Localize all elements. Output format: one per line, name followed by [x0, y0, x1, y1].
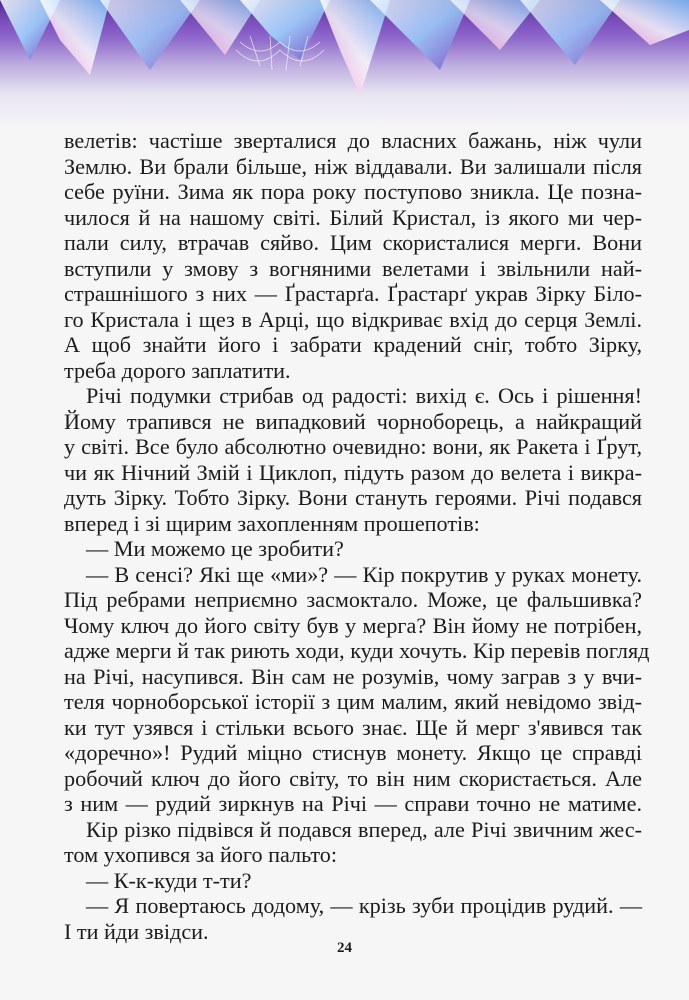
- text-line: робочий ключ до його світу, то він ним скористається. Але: [64, 765, 642, 791]
- text-line: — Я повертаюсь додому, — крізь зуби процідив рудий. —: [86, 893, 642, 918]
- body-text: [64, 128, 650, 944]
- crystals-illustration: [0, 0, 689, 130]
- header-illustration: [0, 0, 689, 130]
- text-line: дуть Зірку. Тобто Зірку. Вони стануть героями. Річі подався: [64, 485, 642, 510]
- text-line: го Кристала і щез в Арці, що відкриває вхід до серця Землі.: [64, 306, 642, 332]
- text-line: том ухопився за його пальто:: [64, 842, 338, 867]
- text-line: вступили у змову з вогняними велетами і звільнили най-: [64, 255, 642, 281]
- text-line: адже мерги й так риють ходи, куди хочуть. Кір перевів погляд: [64, 638, 650, 663]
- paragraph-2: [64, 383, 642, 536]
- text-line: Землю. Ви брали більше, ніж віддавали. Ви залишали після: [64, 153, 642, 179]
- text-line: треба дорого заплатити.: [64, 357, 291, 383]
- paragraph-6: [64, 868, 642, 894]
- text-line: Кір різко підвівся й подався вперед, але Річі звичним жес-: [86, 816, 642, 842]
- text-line: ки тут узявся і стільки всього знає. Ще й мерг з'явився так: [64, 714, 642, 740]
- text-line: Річі подумки стрибав од радості: вихід є. Ось і рішення!: [86, 383, 642, 408]
- text-line: вперед і зі щирим захопленням прошепотів:: [64, 510, 480, 536]
- text-line: теля чорноборської історії з цим малим, який невідомо звід-: [64, 689, 642, 714]
- text-line: Під ребрами неприємно засмоктало. Може, це фальшивка?: [64, 587, 642, 612]
- text-line: «доречно»! Рудий міцно стиснув монету. Якщо це справді: [64, 740, 642, 765]
- text-line: себе руїни. Зима як пора року поступово зникла. Це позна-: [64, 179, 642, 204]
- text-line: І ти йди звідси.: [64, 918, 209, 944]
- paragraph-3: [64, 536, 642, 562]
- text-line: — К-к-куди т-ти?: [86, 867, 252, 893]
- text-line: чилося й на нашому світі. Білий Кристал, із якого ми чер-: [64, 204, 642, 230]
- text-line: Чому ключ до його світу був у мерга? Він йому не потрібен,: [64, 612, 642, 638]
- text-line: страшнішого з них — Ґрастарґа. Ґрастарґ украв Зірку Біло-: [64, 281, 642, 306]
- paragraph-1: [64, 128, 642, 383]
- text-line: у світі. Все було абсолютно очевидно: вони, як Ракета і Ґрут,: [64, 434, 642, 459]
- text-line: пали силу, втрачав сяйво. Цим скористалися мерги. Вони: [64, 230, 642, 255]
- text-line: на Річі, насупився. Він сам не розумів, чому заграв з у вчи-: [64, 663, 642, 689]
- paragraph-7: [64, 893, 642, 944]
- text-line: велетів: частіше зверталися до власних бажань, ніж чули: [64, 128, 642, 153]
- paragraph-4: [64, 561, 650, 817]
- text-line: з ним — рудий зиркнув на Річі — справи точно не матиме.: [64, 791, 642, 816]
- text-line: Йому трапився не випадковий чорноборець, а найкращий: [64, 408, 642, 434]
- text-line: — В сенсі? Які ще «ми»? — Кір покрутив у руках монету.: [86, 561, 642, 587]
- text-line: — Ми можемо це зробити?: [86, 536, 344, 561]
- paragraph-5: [64, 817, 642, 868]
- text-line: А щоб знайти його і забрати крадений сніг, тобто Зірку,: [64, 332, 642, 357]
- text-line: чи як Нічний Змій і Циклоп, підуть разом до велета і викра-: [64, 459, 642, 485]
- page-number: 24: [337, 940, 352, 956]
